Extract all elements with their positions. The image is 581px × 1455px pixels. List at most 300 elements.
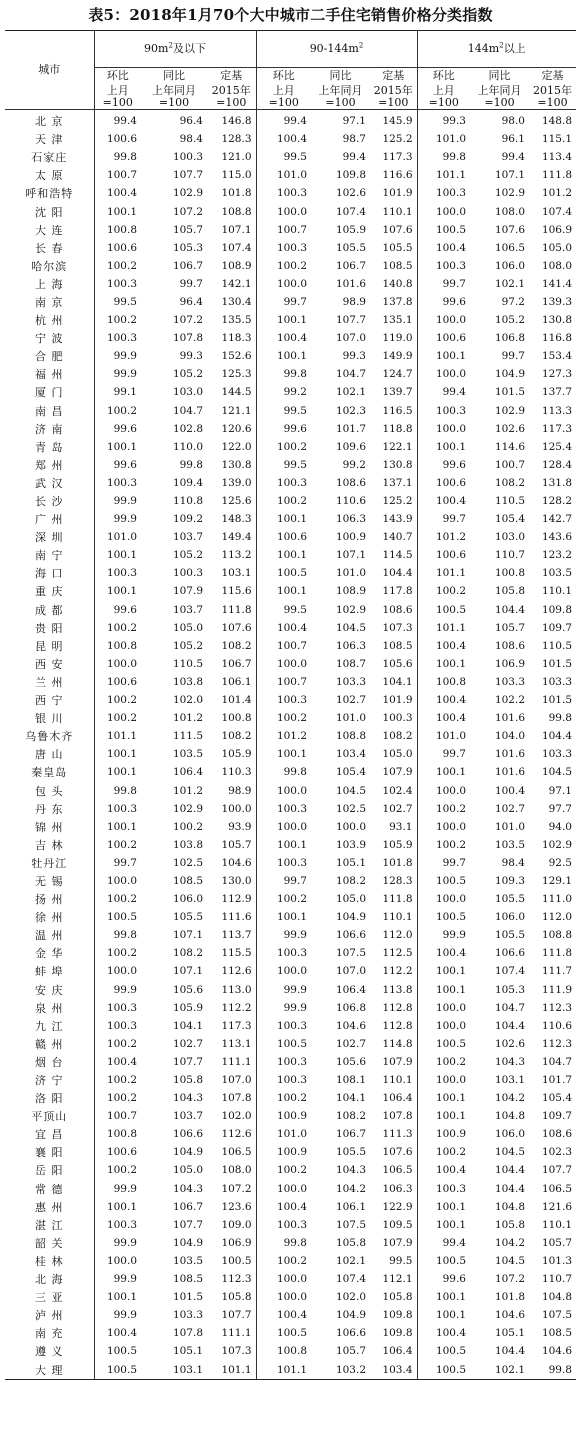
index-value: 107.9 [382,1236,413,1249]
index-value: 122.1 [382,440,413,453]
index-value: 108.5 [382,259,413,272]
index-value: 103.8 [172,675,203,688]
index-value: 99.9 [256,926,311,944]
city-name: 长 春 [35,241,64,255]
base-label: 上年同月 =100 [141,84,207,110]
index-value: 102.1 [335,1254,366,1267]
table-row [5,1071,576,1089]
table-row [5,1234,576,1252]
index-value: 102.3 [541,1146,572,1159]
index-value: 104.6 [541,1345,572,1358]
index-value: 97.1 [342,115,366,128]
index-value: 112.3 [221,1273,252,1286]
index-value: 103.2 [335,1363,366,1376]
city-name: 南 充 [35,1327,64,1341]
city-name: 海 口 [35,567,64,581]
index-value: 102.0 [335,1291,366,1304]
index-value: 100.0 [256,962,311,980]
index-value: 104.7 [172,404,203,417]
index-value: 101.6 [335,277,366,290]
index-value: 100.3 [256,1053,311,1071]
index-value: 106.0 [494,1128,525,1141]
index-value: 100.2 [94,709,141,727]
index-value: 113.3 [541,404,572,417]
index-value: 101.9 [382,187,413,200]
index-value: 105.8 [494,585,525,598]
index-value: 100.0 [256,202,311,220]
table-row [5,239,576,257]
index-value: 146.8 [221,115,252,128]
index-value: 100.4 [256,329,311,347]
index-value: 102.7 [335,694,366,707]
index-value: 108.0 [541,259,572,272]
table-body [5,110,576,1380]
index-value: 100.9 [417,1125,470,1143]
index-value: 100.2 [417,582,470,600]
index-value: 99.8 [417,148,470,166]
index-value: 111.7 [541,965,572,978]
index-value: 105.8 [335,1236,366,1249]
index-value: 106.6 [335,1327,366,1340]
index-value: 103.7 [172,531,203,544]
index-value: 100.2 [256,1161,311,1179]
index-value: 116.8 [541,332,572,345]
index-value: 100.6 [94,239,141,257]
index-value: 105.8 [382,1291,413,1304]
index-value: 101.1 [417,619,470,637]
index-value: 99.9 [256,981,311,999]
index-value: 103.5 [172,1254,203,1267]
index-value: 121.1 [221,404,252,417]
index-value: 106.6 [494,947,525,960]
table-row [5,1053,576,1071]
index-value: 129.1 [541,874,572,887]
index-value: 100.0 [94,962,141,980]
index-value: 100.2 [94,691,141,709]
index-value: 117.3 [541,422,572,435]
index-value: 106.7 [221,657,252,670]
index-value: 100.2 [256,438,311,456]
index-value: 99.8 [94,148,141,166]
index-value: 110.7 [494,549,525,562]
index-value: 109.4 [172,476,203,489]
index-value: 120.6 [221,422,252,435]
index-value: 100.3 [256,1071,311,1089]
index-value: 109.2 [172,513,203,526]
index-value: 100.8 [94,1125,141,1143]
index-value: 109.0 [221,1218,252,1231]
index-value: 100.4 [417,944,470,962]
index-value: 130.0 [221,874,252,887]
base-label: 2015年 =100 [207,84,256,110]
index-value: 100.1 [94,202,141,220]
index-value: 105.4 [541,1092,572,1105]
index-value: 99.9 [94,1270,141,1288]
index-value: 100.2 [256,492,311,510]
index-value: 103.3 [494,675,525,688]
index-value: 104.3 [335,1164,366,1177]
index-value: 101.0 [94,528,141,546]
index-value: 101.7 [335,422,366,435]
city-name: 宜 昌 [35,1128,64,1142]
index-value: 104.8 [541,1291,572,1304]
index-value: 104.1 [335,1092,366,1105]
index-value: 100.2 [256,1089,311,1107]
index-value: 99.5 [256,402,311,420]
index-value: 123.6 [221,1200,252,1213]
table-row [5,1143,576,1161]
index-value: 100.3 [382,712,413,725]
index-value: 99.5 [389,1254,413,1267]
index-value: 100.1 [417,1216,470,1234]
index-value: 119.0 [382,332,413,345]
index-value: 107.1 [172,929,203,942]
index-value: 100.0 [417,311,470,329]
table-row [5,944,576,962]
index-value: 101.5 [541,694,572,707]
index-value: 100.3 [256,1017,311,1035]
index-value: 99.6 [94,456,141,474]
index-value: 98.7 [342,133,366,146]
index-value: 111.8 [221,603,252,616]
index-value: 100.1 [94,582,141,600]
index-value: 112.3 [541,1001,572,1014]
group-header-small: $90m^2$及以下 [94,31,256,68]
index-value: 110.6 [335,495,366,508]
index-value: 105.0 [335,893,366,906]
index-value: 112.3 [541,1037,572,1050]
index-value: 128.3 [221,133,252,146]
index-value: 100.1 [417,962,470,980]
index-value: 128.4 [541,458,572,471]
city-header: 城市 [5,31,94,110]
index-value: 99.7 [501,350,525,363]
index-value: 104.3 [494,1055,525,1068]
index-value: 107.4 [541,205,572,218]
index-value: 106.8 [335,1001,366,1014]
index-value: 110.1 [382,911,413,924]
index-value: 102.6 [494,422,525,435]
index-value: 104.4 [494,1182,525,1195]
index-value: 104.9 [335,1309,366,1322]
city-name: 蚌 埠 [35,965,64,979]
index-value: 99.3 [342,350,366,363]
city-name: 洛 阳 [35,1092,64,1106]
index-value: 103.5 [541,567,572,580]
table-row [5,275,576,293]
index-value: 139.3 [541,295,572,308]
index-value: 99.6 [94,420,141,438]
index-value: 100.0 [221,802,252,815]
index-value: 100.7 [494,458,525,471]
index-value: 103.1 [221,567,252,580]
index-value: 105.1 [335,856,366,869]
city-name: 郑 州 [35,458,64,472]
index-value: 107.4 [335,1273,366,1286]
index-value: 100.3 [256,474,311,492]
table-row [5,329,576,347]
index-value: 105.7 [221,838,252,851]
city-name: 丹 东 [35,802,64,816]
index-value: 107.7 [541,1164,572,1177]
index-value: 144.5 [221,386,252,399]
index-value: 110.1 [382,1074,413,1087]
index-value: 107.7 [221,1309,252,1322]
table-row [5,311,576,329]
index-value: 107.8 [221,1092,252,1105]
table-row [5,727,576,745]
index-value: 100.4 [417,637,470,655]
index-value: 105.8 [221,1291,252,1304]
index-value: 102.9 [172,802,203,815]
index-value: 110.5 [541,639,572,652]
table-row [5,836,576,854]
index-value: 106.9 [221,1236,252,1249]
index-value: 101.2 [172,712,203,725]
index-value: 127.3 [541,368,572,381]
index-value: 99.8 [256,365,311,383]
index-value: 100.6 [94,1143,141,1161]
index-value: 108.0 [221,1164,252,1177]
index-value: 109.6 [335,440,366,453]
city-name: 西 宁 [35,694,64,708]
index-value: 121.6 [541,1200,572,1213]
index-value: 104.7 [494,1001,525,1014]
index-value: 107.5 [541,1309,572,1322]
index-value: 104.0 [494,730,525,743]
index-value: 100.3 [94,474,141,492]
index-value: 100.0 [417,1071,470,1089]
index-value: 108.5 [172,1273,203,1286]
index-value: 105.8 [494,1218,525,1231]
index-value: 100.1 [417,1306,470,1324]
index-value: 101.1 [221,1363,252,1376]
index-value: 118.8 [382,422,413,435]
index-value: 101.0 [256,166,311,184]
city-name: 秦皇岛 [31,766,68,780]
index-value: 106.9 [494,657,525,670]
city-name: 锦 州 [35,820,64,834]
city-name: 杭 州 [35,314,64,328]
subheader-base: 定基 [220,69,243,82]
table-row [5,202,576,220]
index-value: 107.3 [221,1345,252,1358]
table-row [5,1216,576,1234]
index-value: 107.7 [172,169,203,182]
index-value: 100.2 [94,1071,141,1089]
city-name: 青 岛 [35,440,64,454]
index-value: 102.7 [382,802,413,815]
table-row [5,528,576,546]
index-value: 100.3 [94,1017,141,1035]
index-value: 99.7 [417,510,470,528]
table-row [5,492,576,510]
index-value: 106.0 [494,259,525,272]
index-value: 108.9 [335,585,366,598]
index-value: 100.0 [256,1180,311,1198]
index-value: 102.9 [494,187,525,200]
index-value: 99.6 [417,293,470,311]
subheader-yoy: 同比 [488,69,511,82]
base-label: 2015年 =100 [370,84,417,110]
city-name: 大 连 [35,223,64,237]
index-value: 117.3 [382,151,413,164]
index-value: 148.8 [541,115,572,128]
index-value: 153.4 [541,350,572,363]
index-value: 107.1 [494,169,525,182]
index-value: 104.1 [382,675,413,688]
index-value: 101.6 [494,748,525,761]
index-value: 100.1 [417,655,470,673]
index-value: 114.8 [382,1037,413,1050]
index-value: 148.3 [221,513,252,526]
index-value: 111.3 [382,1128,413,1141]
index-value: 112.8 [382,1001,413,1014]
index-value: 105.1 [494,1327,525,1340]
index-value: 104.2 [494,1236,525,1249]
index-value: 100.0 [256,1270,311,1288]
index-value: 99.8 [94,781,141,799]
index-value: 100.1 [94,438,141,456]
index-value: 125.6 [221,495,252,508]
index-value: 106.1 [221,675,252,688]
city-name: 北 海 [35,1273,64,1287]
index-value: 100.3 [417,257,470,275]
index-value: 110.5 [494,495,525,508]
index-value: 98.0 [501,115,525,128]
index-value: 130.8 [382,458,413,471]
city-name: 金 华 [35,947,64,961]
city-name: 韶 关 [35,1236,64,1250]
table-row [5,130,576,148]
index-value: 142.7 [541,513,572,526]
index-value: 143.6 [541,531,572,544]
city-name: 乌鲁木齐 [25,730,74,744]
index-value: 113.2 [221,549,252,562]
index-value: 102.6 [494,1037,525,1050]
index-value: 101.2 [256,727,311,745]
index-value: 149.9 [382,350,413,363]
index-value: 102.7 [494,802,525,815]
index-value: 107.4 [494,965,525,978]
index-value: 109.3 [494,874,525,887]
base-label: 上年同月 =100 [470,84,529,110]
index-value: 101.1 [94,727,141,745]
index-value: 99.9 [417,926,470,944]
index-value: 100.1 [256,836,311,854]
index-value: 109.8 [382,1309,413,1322]
index-value: 100.8 [94,637,141,655]
index-value: 100.2 [94,890,141,908]
index-value: 100.0 [417,202,470,220]
index-value: 107.2 [172,314,203,327]
index-value: 101.1 [256,1360,311,1379]
index-value: 100.5 [417,221,470,239]
index-value: 118.3 [221,332,252,345]
index-value: 108.1 [335,1074,366,1087]
index-value: 100.1 [256,546,311,564]
index-value: 100.5 [94,1342,141,1360]
city-name: 徐 州 [35,911,64,925]
index-value: 100.3 [94,999,141,1017]
index-value: 105.1 [172,1345,203,1358]
index-value: 101.0 [494,820,525,833]
index-value: 107.1 [172,965,203,978]
city-name: 沈 阳 [35,205,64,219]
index-value: 101.6 [494,766,525,779]
table-row [5,1017,576,1035]
index-value: 97.7 [548,802,572,815]
index-value: 101.0 [335,712,366,725]
index-value: 97.1 [548,784,572,797]
index-value: 100.1 [417,1198,470,1216]
base-label: 上月 =100 [94,84,141,110]
index-value: 100.3 [417,1180,470,1198]
index-value: 99.9 [256,999,311,1017]
group-header-medium: $90-144m^2$ [256,31,417,68]
index-value: 140.7 [382,531,413,544]
index-value: 101.5 [494,386,525,399]
index-value: 100.1 [256,908,311,926]
index-value: 152.6 [221,350,252,363]
city-name: 遵 义 [35,1345,64,1359]
index-value: 100.0 [335,820,366,833]
index-value: 100.7 [256,221,311,239]
index-value: 101.0 [417,130,470,148]
index-value: 100.1 [256,347,311,365]
index-value: 99.8 [548,1363,572,1376]
index-value: 114.5 [382,549,413,562]
city-name: 西 安 [35,657,64,671]
index-value: 104.9 [172,1146,203,1159]
index-value: 105.0 [382,748,413,761]
index-value: 100.3 [94,1216,141,1234]
index-value: 100.1 [417,347,470,365]
index-value: 100.2 [417,1143,470,1161]
index-value: 106.4 [172,766,203,779]
table-row [5,926,576,944]
index-value: 103.8 [172,838,203,851]
index-value: 106.4 [382,1345,413,1358]
index-value: 99.8 [179,458,203,471]
index-value: 100.1 [94,763,141,781]
city-name: 武 汉 [35,476,64,490]
index-value: 100.5 [256,1324,311,1342]
index-value: 101.8 [494,1291,525,1304]
subheader-base: 定基 [541,69,564,82]
index-value: 105.4 [335,766,366,779]
table-row [5,962,576,980]
index-value: 110.7 [541,1273,572,1286]
city-name: 济 南 [35,422,64,436]
index-value: 105.5 [335,1146,366,1159]
index-value: 111.1 [221,1327,252,1340]
index-value: 100.3 [417,402,470,420]
index-value: 100.2 [94,1035,141,1053]
city-name: 深 圳 [35,531,64,545]
index-value: 108.6 [335,476,366,489]
index-value: 100.8 [94,221,141,239]
subheader-base: 定基 [382,69,405,82]
index-value: 100.1 [94,818,141,836]
table-row [5,166,576,184]
index-value: 100.3 [94,275,141,293]
table-row [5,800,576,818]
index-value: 101.0 [256,1125,311,1143]
index-value: 110.0 [172,440,203,453]
index-value: 104.1 [172,1019,203,1032]
index-value: 112.8 [382,1019,413,1032]
